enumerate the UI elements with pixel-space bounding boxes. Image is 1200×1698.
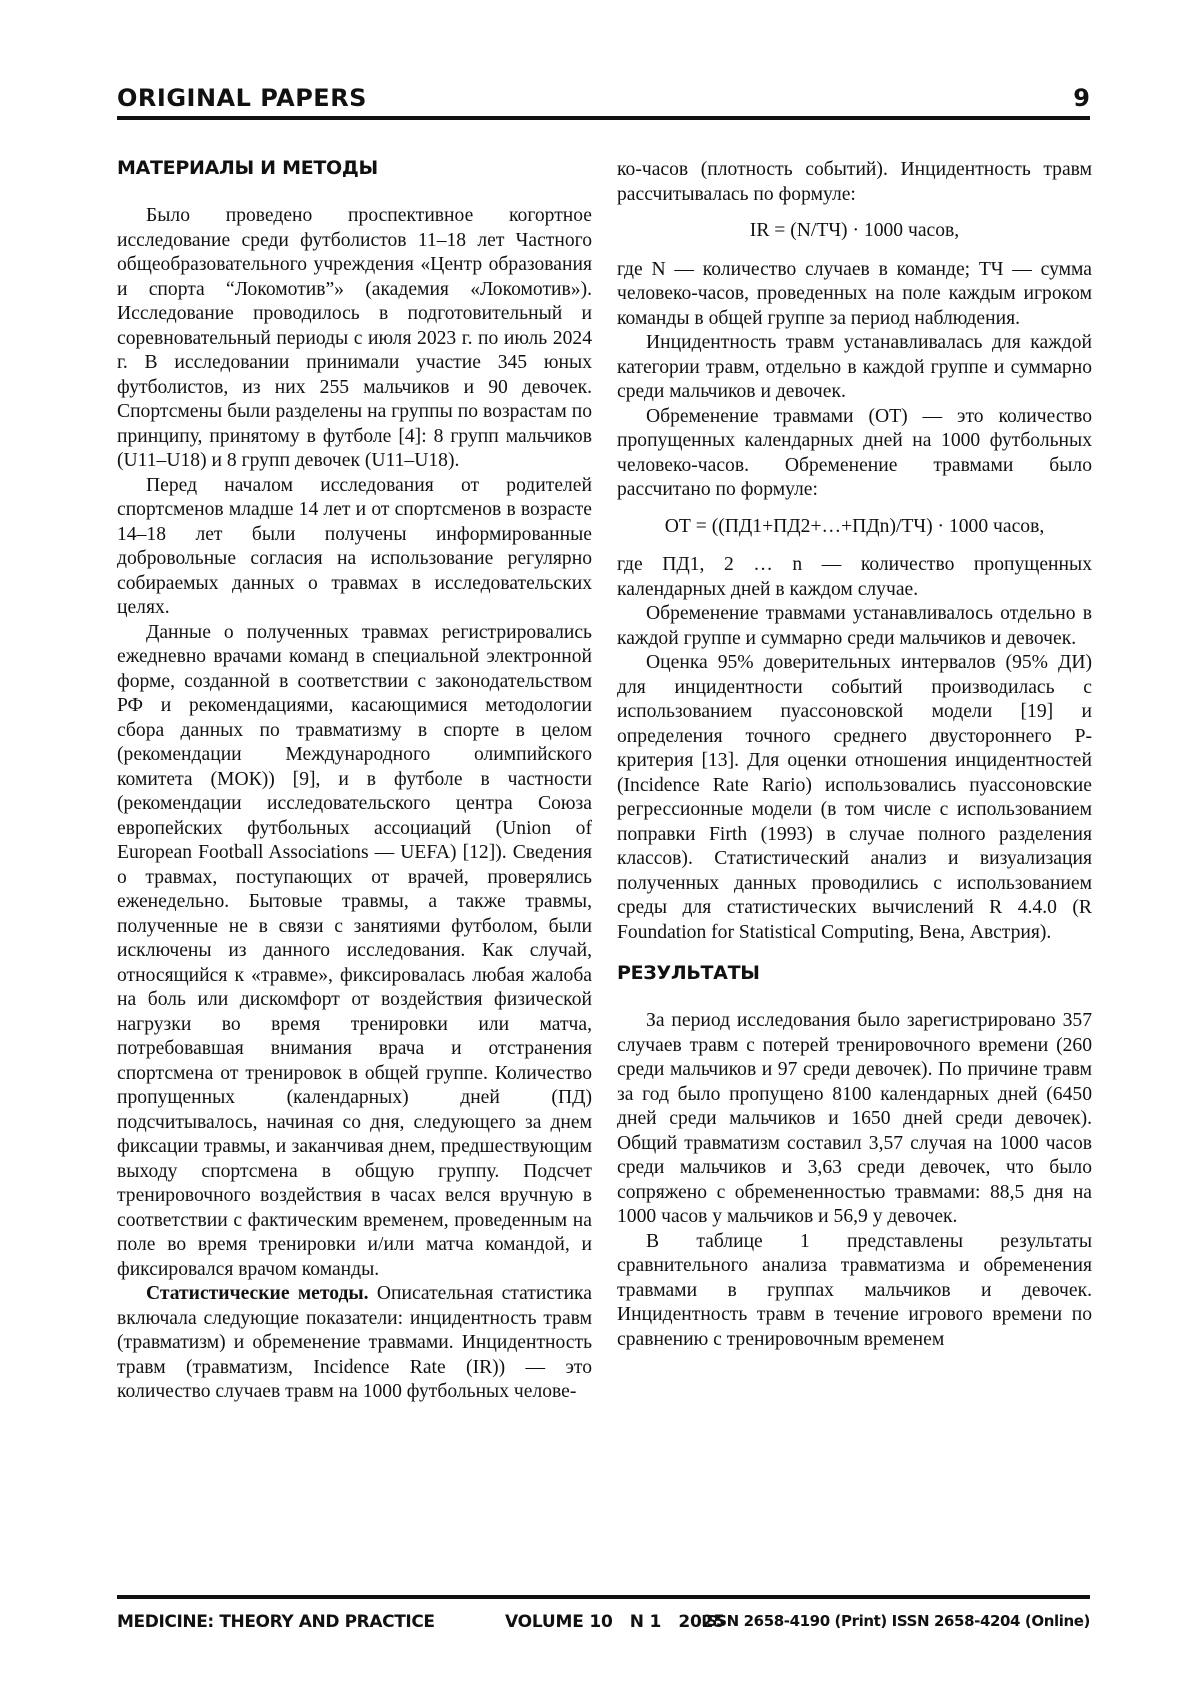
paragraph: где ПД1, 2 … n — количество пропущенных календарных дней в каждом случае. xyxy=(617,554,1092,600)
footer-rule xyxy=(117,1595,1090,1599)
journal-name: MEDICINE: THEORY AND PRACTICE xyxy=(117,1612,435,1632)
paragraph: Данные о полученных травмах регистрировались ежедневно врачами команд в специальной электронной форме, созданной в соответствии с законодательством РФ и рекомендациями, касающимися методологии сбора данных по травматизму в спорте в целом (рекомендации Международного олимпийского комитета (МОК)) [9], и в футболе в частности (рекомендации исследовательского центра Союза европейских футбольных ассоциаций (Union of European Football Associations — UEFA) [12]). Сведения о травмах, поступающих от врачей, проверялись еженедельно. Бытовые травмы, а также травмы, полученные не в связи с занятиями футболом, были исключены из данного исследования. Как случай, относящийся к «травме», фиксировалась любая жалоба на боль или дискомфорт от воздействия физической нагрузки во время тренировки или матча, потребовавшая внимания врача и отстранения спортсмена от тренировок в общей группе. Количество пропущенных (календарных) дней (ПД) подсчитывалось, начиная со дня, следующего за днем фиксации травмы, и заканчивая днем, предшествующим выходу спортсмена в общую группу. Подсчет тренировочного воздействия в часах велся вручную в соответствии с фактическим временем, проведенным на поле во время тренировки и/или матча командой, и фиксировался врачом команды. xyxy=(117,621,592,1280)
page-number: 9 xyxy=(1073,84,1090,112)
header-rule xyxy=(117,116,1090,120)
running-header xyxy=(117,84,1090,114)
results-heading: РЕЗУЛЬТАТЫ xyxy=(617,962,760,984)
paragraph: Инцидентность травм устанавливалась для каждой категории травм, отдельно в каждой группе и суммарно среди мальчиков и девочек. xyxy=(617,332,1092,402)
formula-ot: ОТ = ((ПД1+ПД2+…+ПДn)/ТЧ) · 1000 часов, xyxy=(664,515,1045,537)
paragraph: ко-часов (плотность событий). Инцидентность травм рассчитывалась по формуле: xyxy=(617,159,1092,205)
paragraph: Перед началом исследования от родителей спортсменов младше 14 лет и от спортсменов в возрасте 14–18 лет были получены информированные добровольные согласия на использование регулярно собираемых данных о травмах в исследовательских целях. xyxy=(117,474,592,618)
section-label: ORIGINAL PAPERS xyxy=(117,84,367,112)
paragraph: За период исследования было зарегистрировано 357 случаев травм с потерей тренировочного времени (260 среди мальчиков и 97 среди девочек). По причине травм за год было пропущено 8100 календарных дней (6450 дней среди мальчиков и 1650 дней среди девочек). Общий травматизм составил 3,57 случая на 1000 часов среди мальчиков и 3,63 среди девочек, что было сопряжено с обремененностью травмами: 88,5 дня на 1000 часов у мальчиков и 56,9 у девочек. xyxy=(617,1010,1092,1227)
paragraph-text: Описательная статистика включала следующие показатели: инцидентность травм (травматизм) и обременение травмами. Инцидентность травм (травматизм, Incidence Rate (IR)) — это количество случаев травм на 1000 футбольных челове- xyxy=(117,1283,592,1402)
volume-info: VOLUME 10 N 1 2025 xyxy=(505,1612,725,1632)
right-column xyxy=(617,158,1092,1352)
paragraph: Обременение травмами (ОТ) — это количество пропущенных календарных дней на 1000 футбольных человеко-часов. Обременение травмами было рассчитано по формуле: xyxy=(617,405,1092,500)
issn-info: ISSN 2658-4190 (Print) ISSN 2658-4204 (Online) xyxy=(701,1612,1090,1630)
paragraph: Оценка 95% доверительных интервалов (95% ДИ) для инцидентности событий производилась с использованием пуассоновской модели [19] и определения точного среднего двустороннего P-критерия [13]. Для оценки отношения инцидентностей (Incidence Rate Rario) использовались пуассоновские регрессионные модели (в том числе с использованием поправки Firth (1993) в случае полного разделения классов). Статистический анализ и визуализация полученных данных проводились с использованием среды для статистических вычислений R 4.4.0 (R Foundation for Statistical Computing, Вена, Австрия). xyxy=(617,652,1092,943)
paragraph xyxy=(117,1282,592,1405)
paragraph: где N — количество случаев в команде; ТЧ — сумма человеко-часов, проведенных на поле каждым игроком команды в общей группе за период наблюдения. xyxy=(617,258,1092,329)
left-column xyxy=(117,156,592,1405)
running-footer xyxy=(117,1612,1090,1636)
formula-ir: IR = (N/ТЧ) · 1000 часов, xyxy=(749,220,960,241)
paragraph: Обременение травмами устанавливалось отдельно в каждой группе и суммарно среди мальчиков и девочек. xyxy=(617,603,1092,649)
paragraph: Было проведено проспективное когортное исследование среди футболистов 11–18 лет Частного общеобразовательного учреждения «Центр образования и спорта “Локомотив”» (академия «Локомотив»). Исследование проводилось в подготовительный и соревновательный периоды с июля 2023 г. по июль 2024 г. В исследовании принимали участие 345 юных футболистов, из них 255 мальчиков и 90 девочек. Спортсмены были разделены на группы по возрастам по принципу, принятому в футболе [4]: 8 групп мальчиков (U11–U18) и 8 групп девочек (U11–U18). xyxy=(117,205,592,471)
paragraph: В таблице 1 представлены результаты сравнительного анализа травматизма и обременения травмами в группах мальчиков и девочек. Инцидентность травм в течение игрового времени по сравнению с тренировочным временем xyxy=(617,1230,1092,1350)
methods-heading: МАТЕРИАЛЫ И МЕТОДЫ xyxy=(117,157,378,179)
run-in-heading: Статистические методы. xyxy=(146,1283,369,1304)
